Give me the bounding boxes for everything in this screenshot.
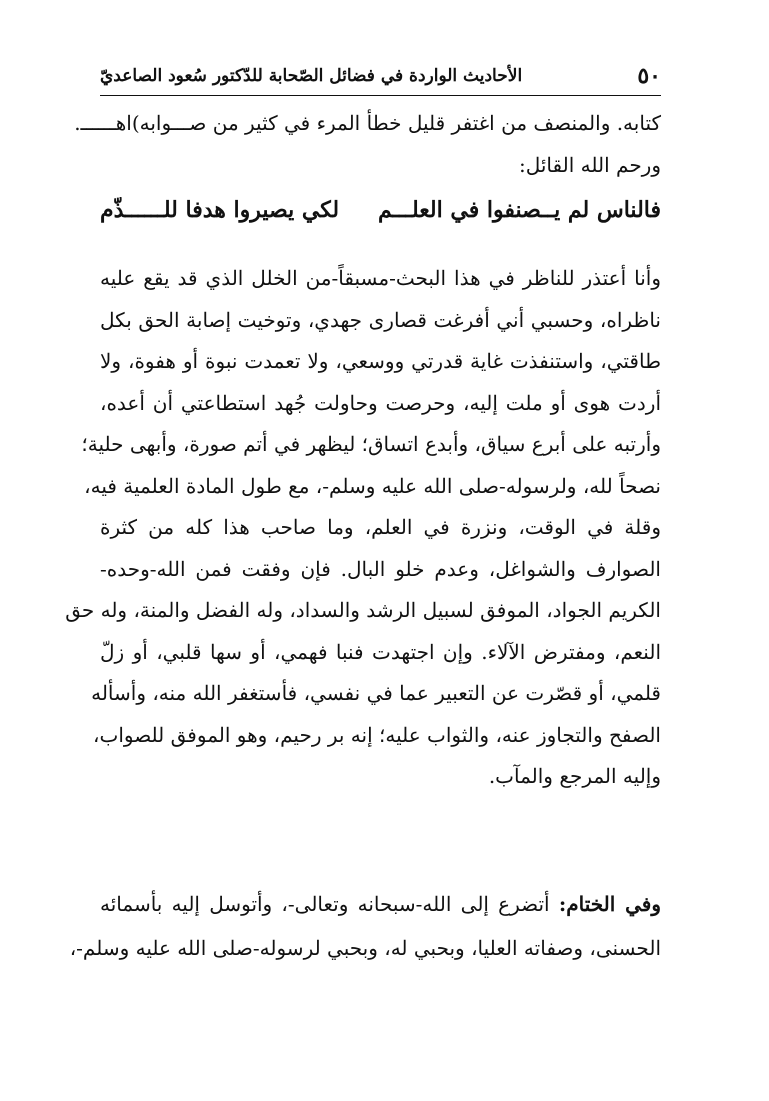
body-line: النعم، ومفترض الآلاء. وإن اجتهدت فنبا فهمي، أو سها قلبي، أو زلّ — [100, 639, 661, 664]
closing-line1-text: أتضرع إلى الله-سبحانه وتعالى-، وأتوسل إليه بأسمائه — [100, 892, 559, 916]
closing-line: الحسنى، وصفاته العليا، وبحبي له، وبحبي لرسوله-صلى الله عليه وسلم-، — [69, 936, 661, 960]
page-number: ٥٠ — [637, 63, 661, 89]
intro-line: كتابه. والمنصف من اغتفر قليل خطأ المرء في كثير من صـــوابه)اهــــــ. — [74, 111, 661, 135]
closing-lead: وفي الختام: — [558, 892, 662, 916]
body-line: الصفح والتجاوز عنه، والثواب عليه؛ إنه بر رحيم، وهو الموفق للصواب، — [93, 722, 661, 747]
body-line: وقلة في الوقت، ونزرة في العلم، وما صاحب هذا كله من كثرة — [100, 515, 661, 539]
poem-right-hemistich: فالناس لم يــصنفوا في العلـــم — [378, 197, 661, 223]
body-line: وإليه المرجع والمآب. — [488, 764, 661, 788]
body-line: الكريم الجواد، الموفق لسبيل الرشد والسداد، وله الفضل والمنة، وله حق — [65, 598, 661, 622]
body-line: أردت هوى أو ملت إليه، وحرصت وحاولت جُهد استطاعتي أن أعده، — [100, 390, 661, 415]
intro-paragraph — [74, 102, 661, 186]
poem-left-hemistich: لكي يصيروا هدفا للــــــذّم — [100, 197, 340, 223]
poem-verse — [100, 188, 661, 232]
body-paragraph — [65, 258, 661, 798]
body-line: وأنا أعتذر للناظر في هذا البحث-مسبقاً-من الخلل الذي قد يقع عليه — [100, 266, 661, 290]
intro-line: ورحم الله القائل: — [518, 153, 661, 177]
header-title: الأحاديث الواردة في فضائل الصّحابة للدّكتور سُعود الصاعديّ — [100, 66, 523, 86]
header-divider — [100, 95, 661, 96]
body-line: ناظراه، وحسبي أني أفرغت قصارى جهدي، وتوخيت إصابة الحق بكل — [100, 307, 661, 332]
body-line: الصوارف والشواغل، وعدم خلو البال. فإن وفقت فمن الله-وحده- — [100, 556, 661, 581]
body-line: وأرتبه على أبرع سياق، وأبدع اتساق؛ ليظهر في أتم صورة، وأبهى حلية؛ — [81, 432, 661, 456]
running-header — [100, 58, 661, 94]
body-line: نصحاً لله، ولرسوله-صلى الله عليه وسلم-، مع طول المادة العلمية فيه، — [84, 473, 661, 498]
closing-paragraph — [69, 882, 662, 970]
body-line: قلمي، أو قصّرت عن التعبير عما في نفسي، فأستغفر الله منه، وأسأله — [91, 681, 661, 705]
closing-line — [100, 882, 661, 926]
body-line: طاقتي، واستنفذت غاية قدرتي ووسعي، ولا تعمدت نبوة أو هفوة، ولا — [100, 349, 661, 373]
